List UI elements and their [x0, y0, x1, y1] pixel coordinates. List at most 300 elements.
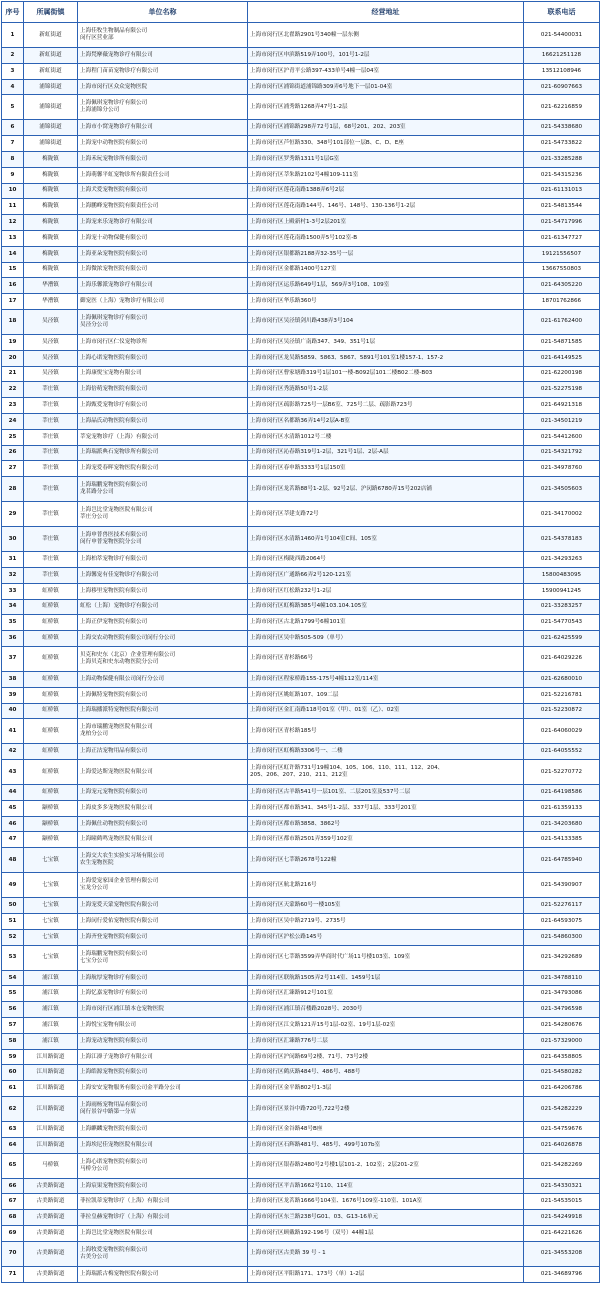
row-address: 上海市闵行区银春路2480号2号楼1层101-2、102室；2层201-2室: [248, 1153, 524, 1178]
row-company-name: [78, 816, 248, 832]
row-address: 上海市闵行区平阳路171、173号（单）1-2层: [248, 1266, 524, 1282]
table-row: [2, 631, 600, 647]
row-address: 上海市闵行区申滨路519弄100号，101号1-2层: [248, 48, 524, 64]
row-company-name: [78, 832, 248, 848]
row-index: 62: [2, 1097, 24, 1122]
row-address: 上海市闵行区联航路1505弄2号114室、1459号1层: [248, 970, 524, 986]
table-row: [2, 1081, 600, 1097]
row-phone: 021-52276117: [524, 898, 600, 914]
table-row: [2, 646, 600, 671]
company-name-line: 上海瑞播派特宠物医院有限公司: [80, 707, 159, 714]
row-company-name: [78, 1194, 248, 1210]
row-street: 浦江镇: [24, 986, 78, 1002]
company-name-line: 上海牧爱宠物医院有限公司: [80, 1246, 148, 1253]
company-name-line: 农生宠物医院: [80, 860, 114, 867]
row-street: 浦锦街道: [24, 120, 78, 136]
row-address: 上海市闵行区龙茗路88号1-2层、92号2层、沪闵路6780弄15号202店铺: [248, 477, 524, 502]
row-index: 39: [2, 687, 24, 703]
row-index: 2: [2, 48, 24, 64]
row-index: 66: [2, 1178, 24, 1194]
row-index: 19: [2, 334, 24, 350]
row-index: 12: [2, 215, 24, 231]
row-phone: 15800483095: [524, 567, 600, 583]
row-company-name: [78, 477, 248, 502]
row-phone: 021-54282229: [524, 1097, 600, 1122]
row-address: 上海市闵行区吴泾镇广南路347、349、351号1层: [248, 334, 524, 350]
row-address: 上海市闵行区北翟路2901号340幢一层东侧: [248, 23, 524, 48]
row-address: 上海市闵行区浦秀路1268弄47号1-2层: [248, 95, 524, 120]
row-index: 31: [2, 552, 24, 568]
row-street: 浦锦街道: [24, 136, 78, 152]
row-company-name: [78, 760, 248, 785]
table-row: [2, 945, 600, 970]
table-header-row: [2, 2, 600, 23]
company-name-line: 上海移里宠物医院有限公司: [80, 587, 148, 594]
row-company-name: [78, 48, 248, 64]
row-phone: 021-62216859: [524, 95, 600, 120]
row-phone: 021-33285288: [524, 151, 600, 167]
row-street: 莘庄镇: [24, 527, 78, 552]
row-index: 22: [2, 382, 24, 398]
table-row: [2, 199, 600, 215]
table-row: [2, 461, 600, 477]
company-name-line: 贝克和史东（北京）企业管理有限公司: [80, 651, 176, 658]
row-street: 颛桥镇: [24, 816, 78, 832]
row-company-name: [78, 1097, 248, 1122]
row-company-name: [78, 294, 248, 310]
company-name-line: 上海宸果宠物医院有限公司: [80, 1182, 148, 1189]
row-index: 28: [2, 477, 24, 502]
row-street: 莘庄镇: [24, 429, 78, 445]
row-address: 上海市闵行区莘建支路72号: [248, 502, 524, 527]
row-company-name: [78, 898, 248, 914]
row-company-name: [78, 136, 248, 152]
table-row: [2, 552, 600, 568]
row-index: 16: [2, 278, 24, 294]
row-street: 浦锦街道: [24, 95, 78, 120]
table-row: [2, 970, 600, 986]
row-street: 梅陇镇: [24, 262, 78, 278]
row-street: 莘庄镇: [24, 477, 78, 502]
row-company-name: [78, 1049, 248, 1065]
row-phone: 021-54315236: [524, 167, 600, 183]
row-street: 江川路街道: [24, 1097, 78, 1122]
company-name-line: 马桥分公司: [80, 1165, 108, 1172]
row-index: 11: [2, 199, 24, 215]
row-index: 7: [2, 136, 24, 152]
company-name-line: 上海爱宠家园企业管理有限公司: [80, 878, 159, 885]
row-phone: 021-64785940: [524, 848, 600, 873]
row-company-name: [78, 1153, 248, 1178]
row-phone: 021-34501219: [524, 413, 600, 429]
company-name-line: 上海康悦宝宠物有限公司: [80, 370, 142, 377]
row-phone: 021-61359133: [524, 800, 600, 816]
row-address: 上海市闵行区广通路66弄2号120-121室: [248, 567, 524, 583]
row-phone: 021-61347727: [524, 230, 600, 246]
row-address: 上海市闵行区虹梅路3306号一、二楼: [248, 744, 524, 760]
row-company-name: [78, 230, 248, 246]
company-name-line: 上海闵行爱佑宠物医院有限公司: [80, 917, 159, 924]
row-index: 15: [2, 262, 24, 278]
row-company-name: [78, 599, 248, 615]
row-company-name: [78, 350, 248, 366]
table-row: [2, 1065, 600, 1081]
row-street: 新虹街道: [24, 48, 78, 64]
row-address: 上海市闵行区沪青平公路397-433单号4幢一层04室: [248, 63, 524, 79]
row-company-name: [78, 461, 248, 477]
row-phone: 021-34793086: [524, 986, 600, 1002]
row-phone: 15900941245: [524, 583, 600, 599]
row-street: 虹桥镇: [24, 583, 78, 599]
row-phone: 021-64198586: [524, 785, 600, 801]
table-row: [2, 366, 600, 382]
table-row: [2, 183, 600, 199]
table-row: [2, 1049, 600, 1065]
row-company-name: [78, 413, 248, 429]
company-name-line: 上海倍萌宠物医院有限公司: [80, 386, 148, 393]
row-phone: 021-64921318: [524, 398, 600, 414]
row-street: 虹桥镇: [24, 760, 78, 785]
company-name-line: 上海乐馨派宠物诊疗有限公司: [80, 282, 153, 289]
row-company-name: [78, 382, 248, 398]
row-address: 上海市闵行区江文路121弄15号1层-02室、19号1层-02室: [248, 1018, 524, 1034]
row-phone: 021-34203680: [524, 816, 600, 832]
company-name-line: 上海晶氏动物医院有限公司: [80, 417, 148, 424]
table-row: [2, 278, 600, 294]
company-name-line: 古美分公司: [80, 1253, 108, 1260]
row-address: 上海市闵行区龙吴路5859、5863、5867、5891号101室1楼157-1、157-2: [248, 350, 524, 366]
table-row: [2, 615, 600, 631]
row-address: 上海市闵行区华乐路360号: [248, 294, 524, 310]
row-index: 23: [2, 398, 24, 414]
row-street: 梅陇镇: [24, 151, 78, 167]
row-index: 5: [2, 95, 24, 120]
row-phone: 021-54338680: [524, 120, 600, 136]
row-phone: 021-62680010: [524, 671, 600, 687]
row-company-name: [78, 1065, 248, 1081]
header-street: 所属街镇: [24, 2, 78, 23]
table-row: [2, 445, 600, 461]
row-address: 上海市闵行区汇臻路912号101室: [248, 986, 524, 1002]
company-name-line: 上海埃尼佳宠物医院有限公司: [80, 1141, 153, 1148]
row-address: 上海市闵行区莲花南路1388弄6号2层: [248, 183, 524, 199]
row-company-name: [78, 502, 248, 527]
row-phone: 021-64358805: [524, 1049, 600, 1065]
table-row: [2, 477, 600, 502]
table-row: [2, 1153, 600, 1178]
row-index: 38: [2, 671, 24, 687]
row-street: 莘庄镇: [24, 567, 78, 583]
row-phone: 021-54412600: [524, 429, 600, 445]
row-street: 江川路街道: [24, 1081, 78, 1097]
row-phone: 021-54770543: [524, 615, 600, 631]
company-name-line: 上海宠动宠物医院有限公司: [80, 1037, 148, 1044]
row-street: 虹桥镇: [24, 785, 78, 801]
company-name-line: 莘宠宠物诊疗（上海）有限公司: [80, 433, 159, 440]
company-name-line: 上海佳牧生物制品有限公司: [80, 28, 148, 35]
row-phone: 021-52270772: [524, 760, 600, 785]
row-index: 64: [2, 1137, 24, 1153]
row-street: 莘庄镇: [24, 552, 78, 568]
row-phone: 021-64221626: [524, 1226, 600, 1242]
company-name-line: 上海馨宠有佳宠物诊疗有限公司: [80, 571, 159, 578]
row-company-name: [78, 246, 248, 262]
row-street: 江川路街道: [24, 1137, 78, 1153]
company-name-line: 上海岂比堂宠物医院有限公司: [80, 507, 153, 514]
row-company-name: [78, 95, 248, 120]
row-phone: 021-34293263: [524, 552, 600, 568]
company-name-line: 上海浦锦分公司: [80, 107, 120, 114]
row-address: 上海市闵行区名都路36弄14号2层A-B室: [248, 413, 524, 429]
row-address: 上海市闵行区七莘路2678号122幢: [248, 848, 524, 873]
row-address: 上海市闵行区吴中路2719号、2735号: [248, 914, 524, 930]
row-company-name: [78, 1266, 248, 1282]
row-address: 上海市闵行区古美路 39 号 - 1: [248, 1241, 524, 1266]
company-name-line: 莘庄分公司: [80, 514, 108, 521]
row-street: 莘庄镇: [24, 445, 78, 461]
row-street: 古美路街道: [24, 1266, 78, 1282]
table-row: [2, 167, 600, 183]
row-address: 上海市闵行区东兰路238号G01、03、G13-16单元: [248, 1210, 524, 1226]
row-company-name: [78, 63, 248, 79]
table-row: [2, 929, 600, 945]
row-street: 七宝镇: [24, 945, 78, 970]
company-name-line: 上海佩仕动物医院有限公司: [80, 820, 148, 827]
row-index: 43: [2, 760, 24, 785]
row-index: 1: [2, 23, 24, 48]
row-index: 49: [2, 873, 24, 898]
row-index: 3: [2, 63, 24, 79]
row-address: 上海市闵行区疏影路725号一层B6室、725号二层、疏影路723号: [248, 398, 524, 414]
table-row: [2, 986, 600, 1002]
row-company-name: [78, 183, 248, 199]
row-street: 七宝镇: [24, 929, 78, 945]
row-phone: 021-54733822: [524, 136, 600, 152]
table-row: [2, 63, 600, 79]
row-index: 18: [2, 309, 24, 334]
row-phone: 021-64026878: [524, 1137, 600, 1153]
row-address: 上海市闵行区曹家塘路319号1层101一楼-B092层101二楼B02二楼-B03: [248, 366, 524, 382]
row-phone: 021-54133385: [524, 832, 600, 848]
table-row: [2, 95, 600, 120]
table-row: [2, 1122, 600, 1138]
row-street: 梅陇镇: [24, 215, 78, 231]
company-name-line: 上海安安宠物服务有限公司金平路分公司: [80, 1085, 181, 1092]
row-index: 55: [2, 986, 24, 1002]
company-name-line: 闵行区营业部: [80, 35, 114, 41]
table-row: [2, 398, 600, 414]
company-name-line: 上海动物保健有限公司闵行分公司: [80, 675, 164, 682]
company-name-line: 上海程门苗苗宠物诊疗有限公司: [80, 67, 159, 74]
row-index: 8: [2, 151, 24, 167]
row-index: 40: [2, 703, 24, 719]
table-row: [2, 567, 600, 583]
row-street: 梅陇镇: [24, 246, 78, 262]
table-body: [2, 23, 600, 1283]
row-index: 42: [2, 744, 24, 760]
row-index: 67: [2, 1194, 24, 1210]
company-name-line: 龙柏分公司: [80, 731, 108, 738]
table-row: [2, 502, 600, 527]
row-index: 37: [2, 646, 24, 671]
row-company-name: [78, 986, 248, 1002]
row-address: 上海市闵行区顾戴路192-196号（双号）44幢1层: [248, 1226, 524, 1242]
row-street: 浦江镇: [24, 1018, 78, 1034]
row-company-name: [78, 631, 248, 647]
row-index: 32: [2, 567, 24, 583]
row-index: 70: [2, 1241, 24, 1266]
company-name-line: 上海悦宝宠物有限公司: [80, 1021, 136, 1028]
company-name-line: 上海宠十动物保健有限公司: [80, 234, 148, 241]
row-phone: 13512108946: [524, 63, 600, 79]
company-name-line: 上海皮多多宠物医院有限公司: [80, 804, 153, 811]
table-row: [2, 527, 600, 552]
row-index: 48: [2, 848, 24, 873]
table-row: [2, 1002, 600, 1018]
table-row: [2, 800, 600, 816]
table-row: [2, 1018, 600, 1034]
row-index: 14: [2, 246, 24, 262]
row-phone: 18701762866: [524, 294, 600, 310]
company-name-line: 菲拉凯蒂宠物诊疗（上海）有限公司: [80, 1198, 170, 1205]
row-company-name: [78, 848, 248, 873]
row-address: 上海市闵行区罗秀路1311号1层G室: [248, 151, 524, 167]
row-address: 上海市闵行区秀涟路50号1-2层: [248, 382, 524, 398]
row-street: 江川路街道: [24, 1122, 78, 1138]
row-address: 上海市闵行区莘朱路2102号4幢109-111室: [248, 167, 524, 183]
table-row: [2, 760, 600, 785]
company-name-line: 上海忆嘉宠物诊疗有限公司: [80, 990, 148, 997]
row-street: 新虹街道: [24, 63, 78, 79]
row-phone: 021-54280676: [524, 1018, 600, 1034]
row-phone: 021-34978760: [524, 461, 600, 477]
row-company-name: [78, 929, 248, 945]
company-name-line: 上海正沽宠物用品有限公司: [80, 748, 148, 755]
row-street: 颛桥镇: [24, 832, 78, 848]
company-name-line: 上海萌馨平虹宠物诊所有限责任公司: [80, 171, 170, 178]
row-address: 上海市闵行区莲花南路1500弄5号102室-B: [248, 230, 524, 246]
company-name-line: 上海柏萃宠物诊疗有限公司: [80, 556, 148, 563]
row-address: 上海市闵行区石辉路481号、485号、499号107b室: [248, 1137, 524, 1153]
company-name-line: 上海梵摩薇宠物诊疗有限公司: [80, 51, 153, 58]
row-address: 上海市闵行区青杉路66号: [248, 646, 524, 671]
company-name-line: 上海市瑞鹏宠物医院有限公司: [80, 724, 153, 731]
table-row: [2, 136, 600, 152]
row-address: 上海市闵行区金汇南路118号01室（甲）、01室（乙）、02室: [248, 703, 524, 719]
company-name-line: 七宝分公司: [80, 957, 108, 964]
row-index: 59: [2, 1049, 24, 1065]
row-phone: 021-54535015: [524, 1194, 600, 1210]
table-row: [2, 785, 600, 801]
company-name-line: 上海佩琪宠物诊疗有限公司: [80, 100, 148, 107]
row-street: 华漕镇: [24, 278, 78, 294]
company-name-line: 上海瑞派古梅宠物医院有限公司: [80, 1270, 159, 1277]
row-address: 上海市闵行区金谷路48号B座: [248, 1122, 524, 1138]
row-address: 上海市闵行区浦锦街道浦锦路309弄6号地下一层01-04室: [248, 79, 524, 95]
row-address: 上海市闵行区春申路3333号1层150室: [248, 461, 524, 477]
row-address: 上海市闵行区鹤庆路484号、486号、488号: [248, 1065, 524, 1081]
company-name-line: 上海江濞子宠物诊疗有限公司: [80, 1053, 153, 1060]
row-phone: 021-54249918: [524, 1210, 600, 1226]
row-phone: 021-54759676: [524, 1122, 600, 1138]
row-address: 上海市闵行区都市路341、345号1-2层、337号1层、333号201室: [248, 800, 524, 816]
row-address: 上海市闵行区天蒙路60号一楼105室: [248, 898, 524, 914]
row-address: 上海市闵行区银都路2188弄32-35号一层: [248, 246, 524, 262]
row-address: 上海市闵行区汇臻路776号二层: [248, 1033, 524, 1049]
table-row: [2, 914, 600, 930]
row-index: 33: [2, 583, 24, 599]
row-street: 新虹街道: [24, 23, 78, 48]
row-address: 上海市闵行区红松路232号1-2层: [248, 583, 524, 599]
company-name-line: 上海心诺宠物医院有限公司: [80, 1158, 148, 1165]
row-index: 65: [2, 1153, 24, 1178]
row-street: 古美路街道: [24, 1210, 78, 1226]
row-address: 上海市闵行区程家桥路155-175号4幢112室/114室: [248, 671, 524, 687]
row-phone: 021-34505603: [524, 477, 600, 502]
table-row: [2, 687, 600, 703]
row-company-name: [78, 785, 248, 801]
row-index: 9: [2, 167, 24, 183]
row-phone: 021-54580282: [524, 1065, 600, 1081]
company-name-line: 宝龙分公司: [80, 885, 108, 892]
row-address: 上海市闵行区水清路1012号二楼: [248, 429, 524, 445]
row-index: 68: [2, 1210, 24, 1226]
row-address: 上海市闵行区沁春路319号1-2层，321号1层、2层-A层: [248, 445, 524, 461]
row-company-name: [78, 151, 248, 167]
row-street: 莘庄镇: [24, 461, 78, 477]
row-index: 35: [2, 615, 24, 631]
row-company-name: [78, 1002, 248, 1018]
company-name-line: 上海交大农生实验实习场有限公司: [80, 853, 164, 860]
row-street: 吴泾镇: [24, 366, 78, 382]
row-phone: 19121556507: [524, 246, 600, 262]
row-index: 26: [2, 445, 24, 461]
row-index: 13: [2, 230, 24, 246]
row-company-name: [78, 334, 248, 350]
row-company-name: [78, 445, 248, 461]
row-phone: 021-64593075: [524, 914, 600, 930]
row-index: 36: [2, 631, 24, 647]
row-company-name: [78, 703, 248, 719]
table-row: [2, 1210, 600, 1226]
table-row: [2, 350, 600, 366]
row-phone: 021-64055552: [524, 744, 600, 760]
table-row: [2, 246, 600, 262]
table-row: [2, 151, 600, 167]
row-company-name: [78, 527, 248, 552]
table-row: [2, 429, 600, 445]
table-row: [2, 1226, 600, 1242]
row-street: 虹桥镇: [24, 744, 78, 760]
header-name: 单位名称: [78, 2, 248, 23]
company-name-line: 御宠医（上海）宠物诊疗有限公司: [80, 298, 164, 305]
table-row: [2, 79, 600, 95]
row-address: 上海市闵行区上殿新村1-3号2层201室: [248, 215, 524, 231]
row-index: 20: [2, 350, 24, 366]
table-row: [2, 583, 600, 599]
table-row: [2, 23, 600, 48]
row-street: 莘庄镇: [24, 413, 78, 429]
row-address: 上海市闵行区平吉路1662号110、114室: [248, 1178, 524, 1194]
row-address: 上海市闵行区金平路802号1-3层: [248, 1081, 524, 1097]
row-company-name: [78, 552, 248, 568]
company-name-line: 上海雨杨宠物用品有限公司: [80, 1102, 148, 1109]
row-company-name: [78, 873, 248, 898]
row-street: 莘庄镇: [24, 382, 78, 398]
company-name-line: 闵行申普宠物医院分公司: [80, 539, 142, 546]
company-name-line: 上海申普兽医技术有限公司: [80, 532, 148, 539]
row-address: 上海市闵行区浦江镇召楼路2028号、2030号: [248, 1002, 524, 1018]
